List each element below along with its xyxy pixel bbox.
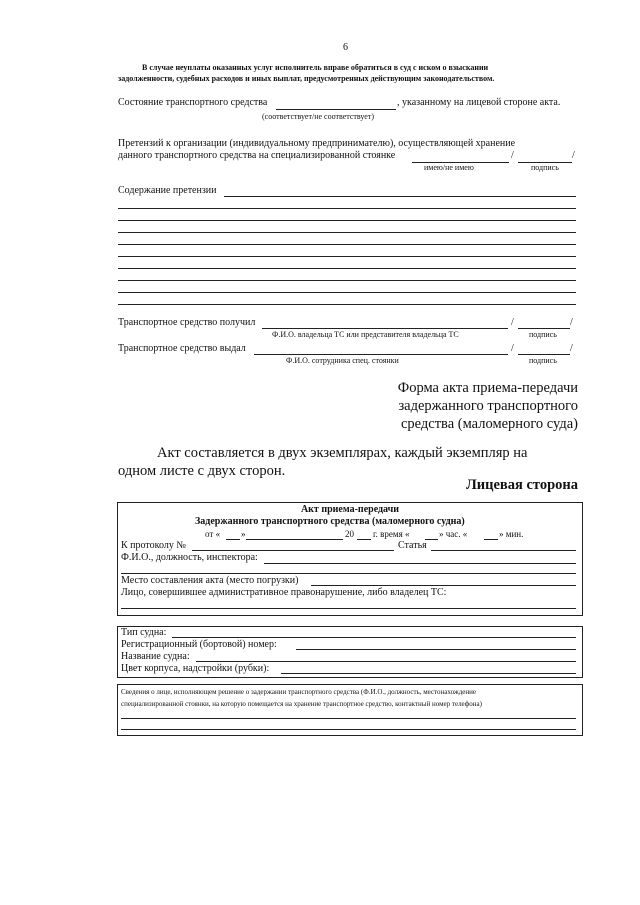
claims-hint-has: имею/не имею	[424, 163, 474, 172]
decision-field[interactable]	[121, 718, 576, 719]
received-label: Транспортное средство получил	[118, 317, 256, 328]
claim-content-line[interactable]	[118, 220, 576, 221]
decision-line-2: специализированной стоянки, на которую помещается на хранение транспортное средство, контактный номер телефона)	[121, 700, 482, 708]
act-minutes-field[interactable]	[484, 539, 498, 540]
claim-content-line[interactable]	[118, 208, 576, 209]
act-protocol-label: К протоколу №	[121, 540, 186, 551]
issued-sign-hint: подпись	[529, 356, 557, 365]
vessel-reg-label: Регистрационный (бортовой) номер:	[121, 639, 277, 650]
act-inspector-field-2[interactable]	[121, 573, 576, 574]
page-number: 6	[343, 42, 348, 53]
act-offender-label: Лицо, совершившее административное правонарушение, либо владелец ТС:	[121, 587, 447, 598]
instructions-line-1: Акт составляется в двух экземплярах, каждый экземпляр на	[157, 445, 528, 461]
claim-content-line[interactable]	[118, 280, 576, 281]
act-day-field[interactable]	[226, 539, 240, 540]
act-hours-label: » час. «	[439, 529, 468, 539]
vessel-reg-field[interactable]	[296, 649, 576, 650]
received-slash-end: /	[570, 317, 573, 328]
vessel-name-field[interactable]	[196, 661, 576, 662]
form-title-line-1: Форма акта приема-передачи	[397, 380, 578, 396]
act-year-prefix: 20	[345, 529, 354, 539]
act-article-field[interactable]	[431, 550, 576, 551]
issued-hint: Ф.И.О. сотрудника спец. стоянки	[286, 356, 399, 365]
received-name-field[interactable]	[262, 328, 508, 329]
vessel-type-field[interactable]	[172, 637, 576, 638]
issued-name-field[interactable]	[254, 354, 508, 355]
act-time-label: г. время «	[373, 529, 410, 539]
vessel-name-label: Название судна:	[121, 651, 190, 662]
act-inspector-label: Ф.И.О., должность, инспектора:	[121, 552, 258, 563]
act-month-field[interactable]	[246, 539, 343, 540]
act-protocol-field[interactable]	[192, 550, 394, 551]
claim-content-line[interactable]	[118, 304, 576, 305]
condition-field[interactable]	[276, 109, 396, 110]
claims-line-2: данного транспортного средства на специализированной стоянке	[118, 150, 396, 161]
notice-line-2: задолженности, судебных расходов и иных выплат, предусмотренных действующим законодательством.	[118, 74, 495, 83]
claim-content-line[interactable]	[118, 292, 576, 293]
form-title-line-3: средства (маломерного суда)	[400, 416, 578, 432]
act-place-label: Место составления акта (место погрузки)	[121, 575, 299, 586]
claim-content-line[interactable]	[118, 256, 576, 257]
issued-label: Транспортное средство выдал	[118, 343, 246, 354]
instructions-line-2: одном листе с двух сторон.	[118, 463, 286, 479]
claims-hint-sign: подпись	[531, 163, 559, 172]
act-title-2: Задержанного транспортного средства (маломерного судна)	[195, 516, 465, 527]
condition-hint: (соответствует/не соответствует)	[262, 112, 374, 121]
received-sign-field[interactable]	[518, 328, 570, 329]
claim-content-line[interactable]	[118, 244, 576, 245]
issued-sign-field[interactable]	[518, 354, 570, 355]
condition-suffix: , указанному на лицевой стороне акта.	[397, 97, 561, 108]
decision-field-2[interactable]	[121, 729, 576, 730]
condition-label: Состояние транспортного средства	[118, 97, 268, 108]
issued-slash: /	[511, 343, 514, 354]
act-title-1: Акт приема-передачи	[300, 504, 400, 515]
received-hint: Ф.И.О. владельца ТС или представителя владельца ТС	[272, 330, 459, 339]
act-offender-field[interactable]	[121, 608, 576, 609]
vessel-color-label: Цвет корпуса, надстройки (рубки):	[121, 663, 270, 674]
vessel-type-label: Тип судна:	[121, 627, 167, 638]
notice-line-1: В случае неуплаты оказанных услуг исполнитель вправе обратиться в суд с иском о взыскании	[142, 63, 489, 72]
claims-slash: /	[511, 150, 514, 161]
claim-content-line[interactable]	[118, 268, 576, 269]
claim-content-line[interactable]	[118, 232, 576, 233]
issued-slash-end: /	[570, 343, 573, 354]
decision-line-1: Сведения о лице, исполняющем решение о задержании транспортного средства (Ф.И.О., должность, местонахождение	[121, 688, 476, 696]
act-year-field[interactable]	[357, 539, 371, 540]
claim-content-line[interactable]	[224, 196, 576, 197]
claim-content-label: Содержание претензии	[118, 185, 217, 196]
claims-line-1: Претензий к организации (индивидуальному предпринимателю), осуществляющей хранение	[118, 138, 516, 149]
act-minutes-label: » мин.	[499, 529, 524, 539]
vessel-color-field[interactable]	[281, 673, 576, 674]
claims-slash-end: /	[572, 150, 575, 161]
form-title-line-2: задержанного транспортного	[398, 398, 578, 414]
act-date-from: от «	[205, 529, 221, 539]
front-side-label: Лицевая сторона	[465, 477, 578, 493]
received-sign-hint: подпись	[529, 330, 557, 339]
act-inspector-field[interactable]	[264, 563, 576, 564]
act-place-field[interactable]	[311, 585, 576, 586]
act-article-label: Статья	[398, 540, 427, 551]
act-date-q: »	[241, 529, 246, 539]
received-slash: /	[511, 317, 514, 328]
